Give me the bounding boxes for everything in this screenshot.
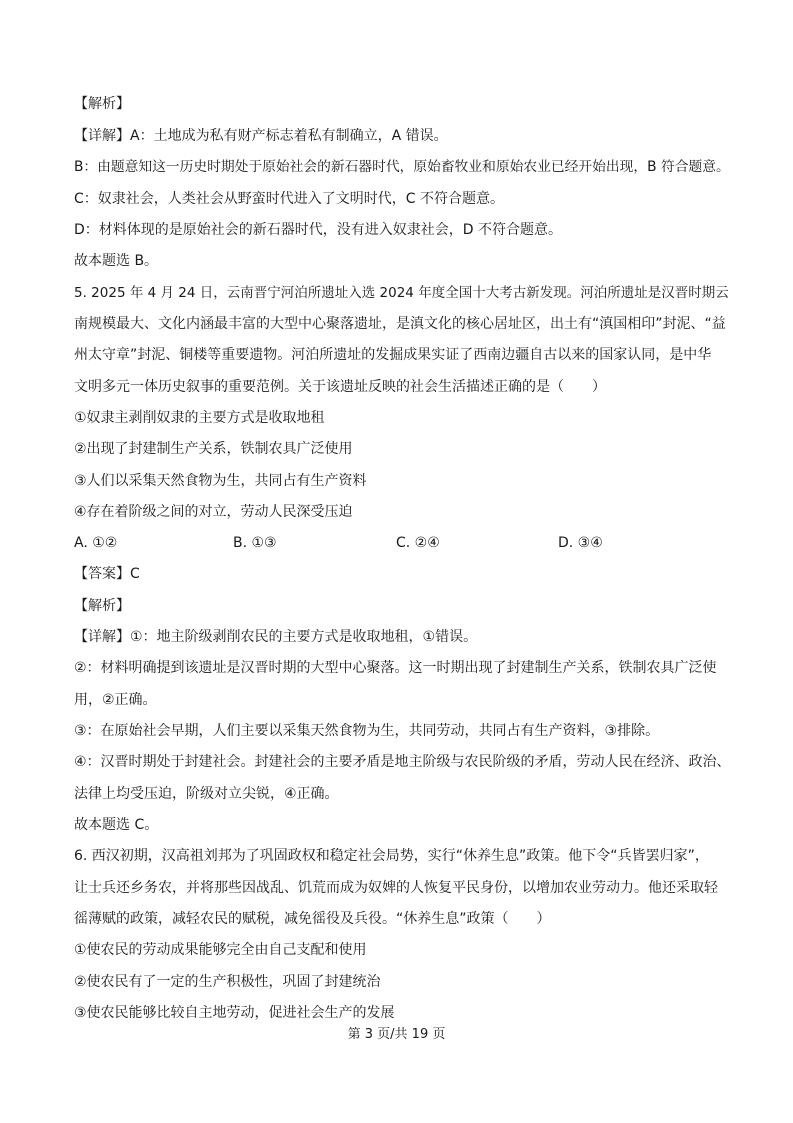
option-d: D. ③④	[558, 535, 603, 551]
analysis-heading: 【解析】	[74, 96, 130, 112]
option-a: A. ①②	[74, 535, 118, 551]
explanation-line: 【详解】①：地主阶级剥削农民的主要方式是收取地租，①错误。	[74, 629, 478, 645]
statement-item: ②出现了封建制生产关系，铁制农具广泛使用	[74, 441, 353, 457]
explanation-line: C：奴隶社会，人类社会从野蛮时代进入了文明时代，C 不符合题意。	[74, 191, 504, 207]
question-6-stem: 6. 西汉初期，汉高祖刘邦为了巩固政权和稳定社会局势，实行“休养生息”政策。他下令“兵皆罢归家”，	[74, 848, 709, 864]
statement-item: ③使农民能够比较自主地劳动，促进社会生产的发展	[74, 1005, 395, 1021]
explanation-line: 法律上均受压迫，阶级对立尖锐，④正确。	[74, 786, 339, 802]
option-c: C. ②④	[396, 535, 440, 551]
explanation-line: D：材料体现的是原始社会的新石器时代，没有进入奴隶社会，D 不符合题意。	[74, 222, 563, 238]
explanation-line: ④：汉晋时期处于封建社会。封建社会的主要矛盾是地主阶级与农民阶级的矛盾，劳动人民在经济、政治、	[74, 754, 731, 770]
question-6-stem: 徭薄赋的政策，减轻农民的赋税，减免徭役及兵役。“休养生息”政策（ ）	[74, 911, 551, 927]
explanation-line: 用，②正确。	[74, 692, 157, 708]
analysis-heading: 【解析】	[74, 598, 130, 614]
statement-item: ②使农民有了一定的生产积极性，巩固了封建统治	[74, 974, 381, 990]
statement-item: ③人们以采集天然食物为生，共同占有生产资料	[74, 473, 367, 489]
question-5-stem: 5. 2025 年 4 月 24 日，云南晋宁河泊所遗址入选 2024 年度全国十大考古新发现。河泊所遗址是汉晋时期云	[74, 285, 729, 301]
conclusion-line: 故本题选 C。	[74, 817, 159, 833]
question-5-stem: 南规模最大、文化内涵最丰富的大型中心聚落遗址，是滇文化的核心居址区，出土有“滇国相印”封泥、“益	[74, 316, 726, 332]
option-b: B. ①③	[233, 535, 277, 551]
statement-item: ④存在着阶级之间的对立，劳动人民深受压迫	[74, 504, 353, 520]
question-5-stem: 文明多元一体历史叙事的重要范例。关于该遗址反映的社会生活描述正确的是（ ）	[74, 379, 606, 395]
statement-item: ①奴隶主剥削奴隶的主要方式是收取地租	[74, 410, 325, 426]
conclusion-line: 故本题选 B。	[74, 253, 159, 269]
explanation-line: ③：在原始社会早期，人们主要以采集天然食物为生，共同劳动，共同占有生产资料，③排除。	[74, 723, 660, 739]
explanation-line: ②：材料明确提到该遗址是汉晋时期的大型中心聚落。这一时期出现了封建制生产关系，铁制农具广泛使	[74, 660, 717, 676]
explanation-line: 【详解】A：土地成为私有财产标志着私有制确立，A 错误。	[74, 128, 448, 144]
page-number-footer: 第 3 页/共 19 页	[347, 1027, 446, 1042]
explanation-line: B：由题意知这一历史时期处于原始社会的新石器时代，原始畜牧业和原始农业已经开始出现，B 符合题意。	[74, 159, 730, 175]
answer-line: 【答案】C	[74, 566, 140, 582]
question-6-stem: 让士兵还乡务农，并将那些因战乱、饥荒而成为奴婢的人恢复平民身份，以增加农业劳动力。他还采取轻	[74, 880, 718, 896]
statement-item: ①使农民的劳动成果能够完全由自己支配和使用	[74, 942, 367, 958]
question-5-stem: 州太守章”封泥、铜楼等重要遗物。河泊所遗址的发掘成果实证了西南边疆自古以来的国家认同，是中华	[74, 347, 712, 363]
